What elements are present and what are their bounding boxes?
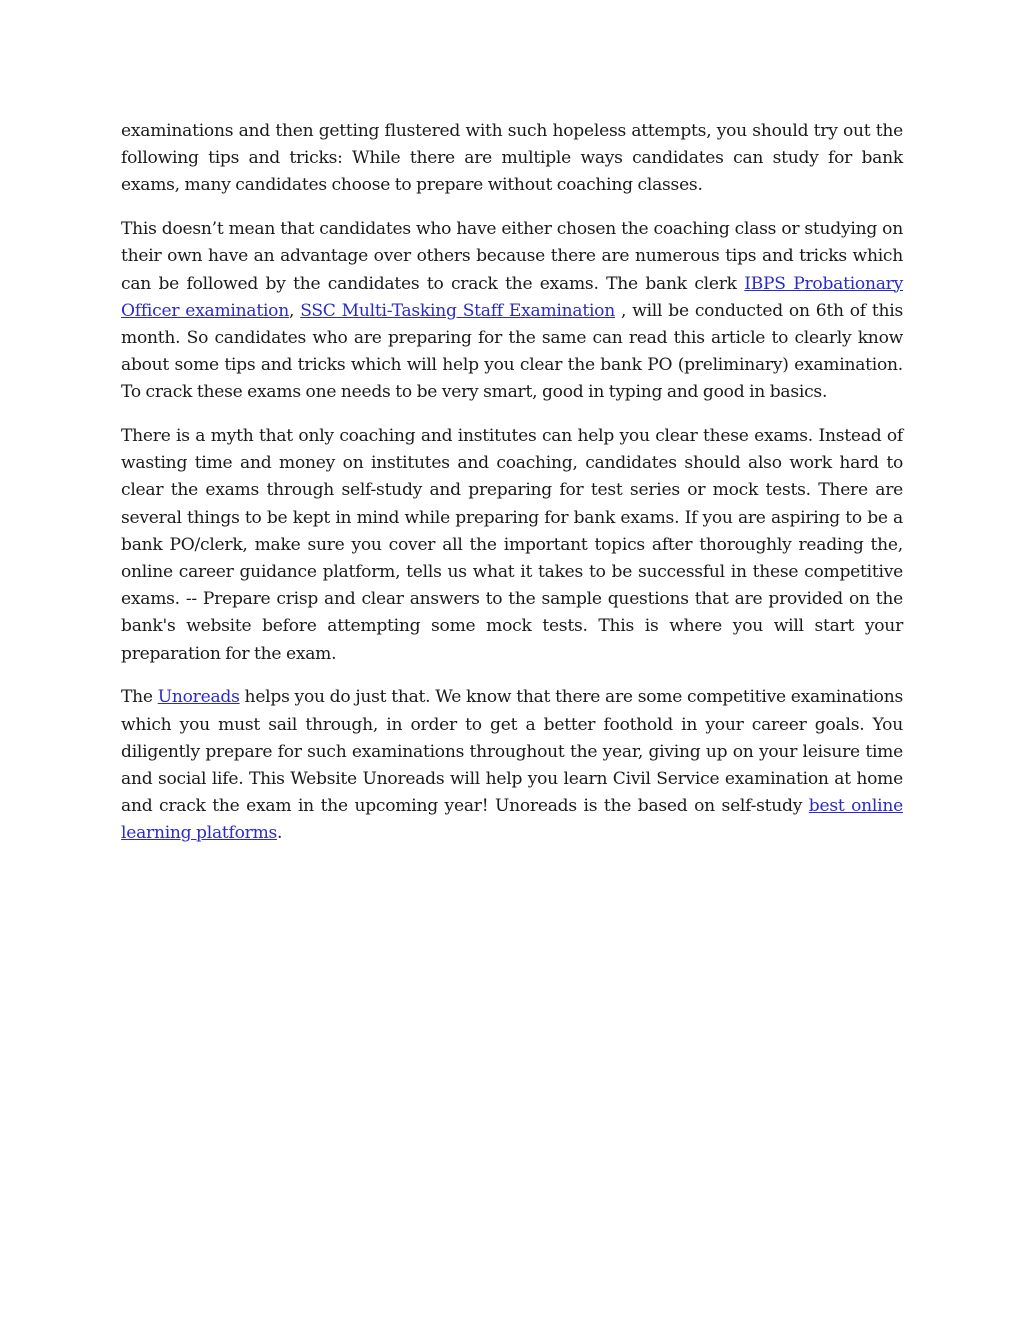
paragraph-tips-text-3: , will be conducted on 6th of this month. So candidates who are preparing for the same can read this article to clearly know about some tips and tricks which will help you clear the bank PO (preliminary) examination. To crack these exams one needs to be very smart, good in typing and good in basics. — [121, 300, 903, 403]
ibps-po-exam-link[interactable]: IBPS Probationary Officer examination — [121, 273, 903, 321]
unoreads-link[interactable]: Unoreads — [157, 687, 240, 708]
document-body — [121, 118, 903, 864]
paragraph-myth-text: There is a myth that only coaching and institutes can help you clear these exams. Instead of wasting time and money on institutes and coaching, candidates should also work hard to clear the exams through self-study and preparing for test series or mock tests. There are several things to be kept in mind while preparing for bank exams. If you are aspiring to be a bank PO/clerk, make sure you cover all the important topics after thoroughly reading the, online career guidance platform, tells us what it takes to be successful in these competitive exams. -- Prepare crisp and clear answers to the sample questions that are provided on the bank's website before attempting some mock tests. This is where you will start your preparation for the exam. — [121, 426, 903, 664]
paragraph-intro-text: examinations and then getting flustered with such hopeless attempts, you should try out the following tips and tricks: While there are multiple ways candidates can study for bank exams, many candidates choose to prepare without coaching classes. — [121, 121, 903, 196]
paragraph-tips-text-1: This doesn’t mean that candidates who have either chosen the coaching class or studying on their own have an advantage over others because there are numerous tips and tricks which can be followed by the candidates to crack the exams. The bank clerk — [121, 219, 903, 294]
paragraph-tips — [121, 216, 903, 406]
ssc-mts-exam-link[interactable]: SSC Multi-Tasking Staff Examination — [300, 300, 615, 321]
paragraph-unoreads-text-2: helps you do just that. We know that there are some competitive examinations which you must sail through, in order to get a better foothold in your career goals. You diligently prepare for such examinations throughout the year, giving up on your leisure time and social life. This Website Unoreads will help you learn Civil Service examination at home and crack the exam in the upcoming year! Unoreads is the based on self-study — [121, 687, 904, 817]
paragraph-myth — [121, 423, 903, 668]
paragraph-intro — [121, 118, 903, 200]
paragraph-unoreads — [121, 684, 903, 847]
paragraph-unoreads-text-3: . — [277, 823, 283, 844]
paragraph-unoreads-text-1: The — [121, 687, 158, 708]
paragraph-tips-text-2: , — [288, 300, 301, 321]
best-online-learning-platforms-link[interactable]: best online learning platforms — [121, 796, 903, 844]
